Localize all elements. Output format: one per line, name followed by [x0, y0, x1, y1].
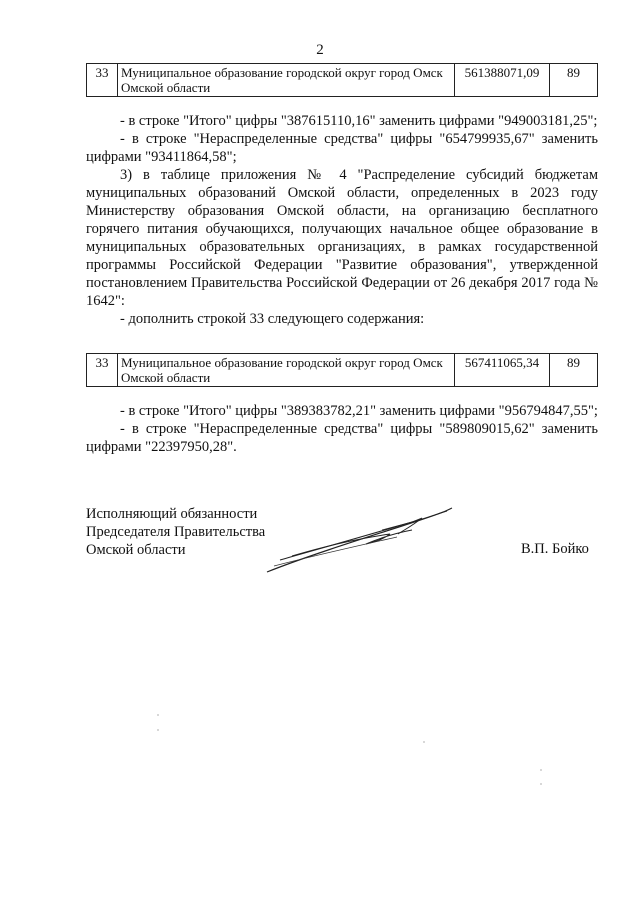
signatory-name: В.П. Бойко: [521, 541, 589, 557]
recipients-count: 89: [550, 354, 598, 387]
row-number: 33: [87, 354, 118, 387]
subsidy-amount: 567411065,34: [455, 354, 550, 387]
paragraph: - в строке "Итого" цифры "389383782,21" заменить цифрами "956794847,55";: [120, 403, 598, 419]
page-number: 2: [316, 42, 324, 58]
recipients-count: 89: [550, 64, 598, 97]
position-line: Исполняющий обязанности: [86, 506, 258, 522]
municipality-name: Муниципальное образование городской округ город Омск Омской области: [118, 64, 455, 97]
subsidy-amount: 561388071,09: [455, 64, 550, 97]
position-line: Председателя Правительства: [86, 524, 266, 540]
municipality-name: Муниципальное образование городской округ город Омск Омской области: [118, 354, 455, 387]
paragraph: - в строке "Нераспределенные средства" цифры "589809015,62" заменить цифрами "22397950,28".: [86, 421, 598, 455]
paragraph: 3) в таблице приложения № 4 "Распределение субсидий бюджетам муниципальных образований Омской области, определенных в 2023 году Министерству образования Омской области, на организацию бесплатного горячего питания обучающихся, получающих начальное общее образование в муниципальных образовательных организациях, в рамках государственной программы Российской Федерации "Развитие образования", утвержденной постановлением Правительства Российской Федерации от 26 декабря 2017 года № 1642":: [86, 167, 598, 309]
paragraph: - в строке "Нераспределенные средства" цифры "654799935,67" заменить цифрами "93411864,58";: [86, 131, 598, 165]
row-number: 33: [87, 64, 118, 97]
position-line: Омской области: [86, 542, 186, 558]
paragraph: - дополнить строкой 33 следующего содержания:: [120, 311, 425, 327]
paragraph: - в строке "Итого" цифры "387615110,16" заменить цифрами "949003181,25";: [120, 113, 598, 129]
